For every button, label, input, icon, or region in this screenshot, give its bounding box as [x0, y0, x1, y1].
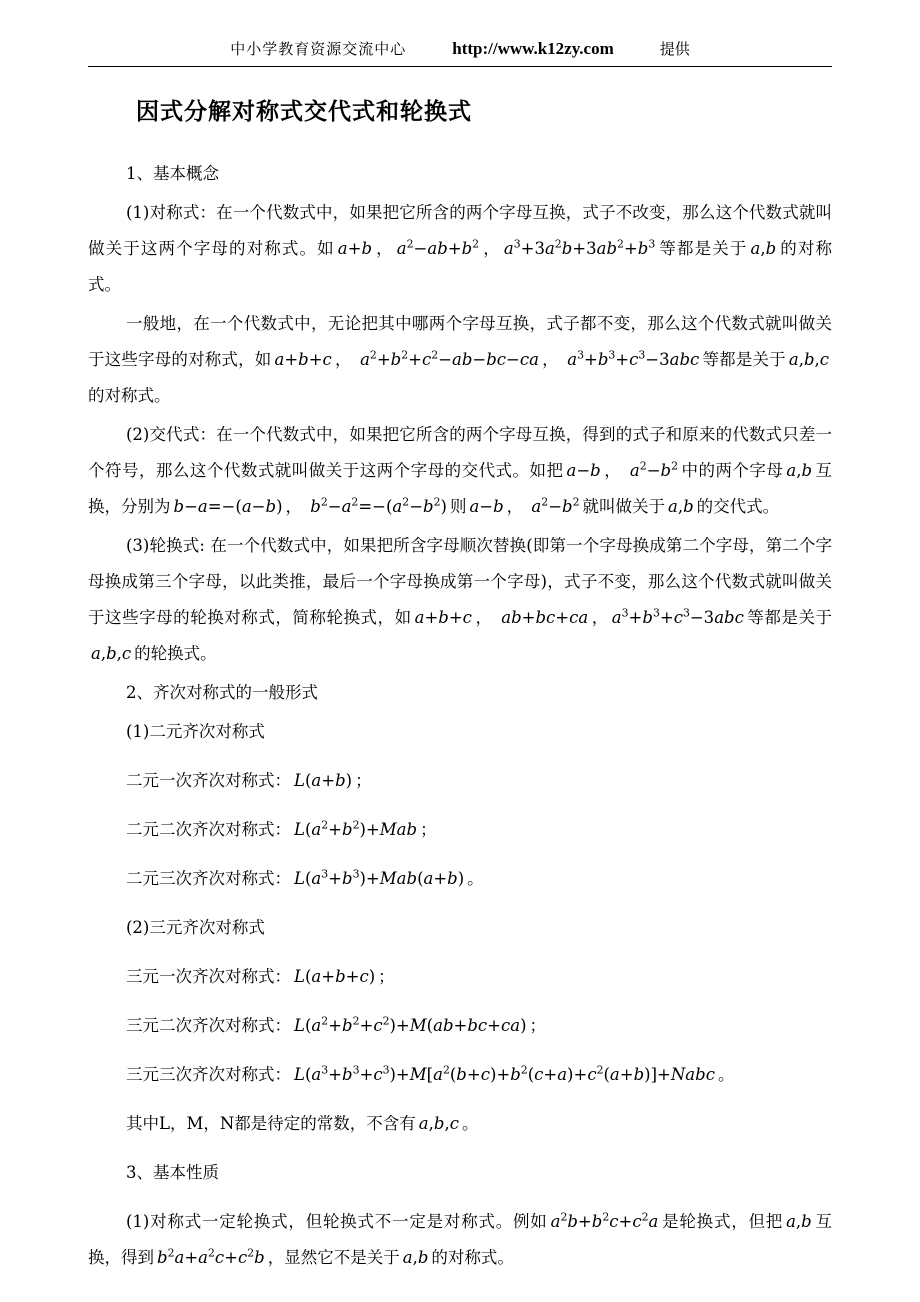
- text-run: 互换，分别为: [88, 461, 833, 516]
- paragraph: [88, 910, 832, 946]
- math-expression: $a^2b+b^2c+c^2a$: [550, 1210, 659, 1231]
- text-run: 的轮换式。: [134, 644, 217, 663]
- math-expression: $L(a^3+b^3)+Mab(a+b)$: [294, 867, 465, 888]
- math-expression: a+b+c: [274, 350, 332, 369]
- formula-line: [88, 1057, 832, 1093]
- text-run: 三元二次齐次对称式：: [126, 1016, 291, 1035]
- text-run: (1)对称式一定轮换式，但轮换式不一定是对称式。例如: [126, 1212, 548, 1231]
- math-expression: a,b: [786, 1212, 812, 1231]
- text-run: 中的两个字母: [681, 461, 784, 480]
- formula-line: [88, 1155, 832, 1191]
- text-run: (2)交代式：在一个代数式中，如果把它所含的两个字母互换，得到的式子和原来的代数式只差一个符号，那么这个代数式就叫做关于这两个字母的交代式。如把: [88, 425, 832, 480]
- text-run: ；: [529, 1016, 546, 1035]
- header-url[interactable]: http://www.k12zy.com: [452, 39, 614, 58]
- text-run: 3、基本性质: [126, 1163, 219, 1182]
- math-expression: $a^2-b^2$: [531, 495, 580, 516]
- text-run: 等都是关于: [702, 350, 786, 369]
- text-run: ；: [420, 820, 437, 839]
- text-run: 。: [467, 869, 484, 888]
- math-expression: a,b: [786, 461, 813, 480]
- text-run: 一般地，在一个代数式中，无论把其中哪两个字母互换，式子都不变，那么这个代数式就叫做关于这些字母的对称式，如: [88, 314, 832, 369]
- text-run: ，显然它不是关于: [267, 1248, 400, 1267]
- text-run: 的对称式。: [88, 239, 833, 294]
- text-run: 等都是关于: [746, 608, 832, 627]
- formula-line: [88, 1008, 832, 1044]
- math-expression: $a^3+b^3+c^3-3abc$: [611, 606, 744, 627]
- page-title: 因式分解对称式交代式和轮换式: [136, 98, 472, 125]
- paragraph: [88, 528, 832, 672]
- text-run: 。: [461, 1114, 479, 1133]
- text-run: ，: [285, 497, 308, 516]
- math-expression: a,b,c: [788, 350, 830, 369]
- math-expression: L(a+b): [294, 771, 353, 790]
- text-run: ，: [603, 461, 627, 480]
- text-run: 三元三次齐次对称式：: [126, 1065, 291, 1084]
- text-run: 二元三次齐次对称式：: [126, 869, 291, 888]
- math-expression: a,b: [402, 1248, 429, 1267]
- paragraph: [88, 675, 832, 711]
- text-run: 三元一次齐次对称式：: [126, 967, 291, 986]
- formula-line: [88, 763, 832, 799]
- text-run: ，: [334, 350, 358, 369]
- text-run: 的交代式。: [696, 497, 780, 516]
- paragraph: [88, 1204, 832, 1276]
- text-run: 二元一次齐次对称式：: [126, 771, 291, 790]
- text-run: ，: [474, 608, 499, 627]
- text-run: 二元二次齐次对称式：: [126, 820, 291, 839]
- header-center-name: 中小学教育资源交流中心: [230, 40, 407, 58]
- header-provide-label: 提供: [659, 40, 690, 58]
- text-run: ，: [591, 608, 609, 627]
- paragraph: [88, 156, 832, 192]
- math-expression: $L(a^3+b^3+c^3)+M[a^2(b+c)+b^2(c+a)+c^2(a+b)]+Nabc$: [294, 1063, 715, 1084]
- formula-line: [88, 959, 832, 995]
- math-expression: $a^3+3a^2b+3ab^2+b^3$: [503, 237, 656, 258]
- math-expression: $a^2-b^2$: [629, 459, 678, 480]
- text-run: 就叫做关于: [582, 497, 665, 516]
- text-run: ；: [378, 967, 395, 986]
- text-run: ，: [375, 239, 394, 258]
- text-run: (2)三元齐次对称式: [126, 918, 265, 937]
- header-divider: [88, 66, 832, 67]
- formula-line: [88, 861, 832, 897]
- text-run: 其中L，M，N都是待定的常数，不含有: [126, 1114, 416, 1133]
- text-run: ；: [355, 771, 372, 790]
- text-run: 。: [717, 1065, 735, 1084]
- paragraph: [88, 417, 832, 525]
- math-expression: $L(a^2+b^2)+Mab$: [294, 818, 418, 839]
- formula-line: [88, 1106, 832, 1142]
- text-run: 2、齐次对称式的一般形式: [126, 683, 318, 702]
- text-run: (1)对称式：在一个代数式中，如果把它所含的两个字母互换，式子不改变，那么这个代数式就叫做关于这两个字母的对称式。如: [88, 203, 832, 258]
- math-expression: a,b: [750, 239, 777, 258]
- math-expression: b−a=−(a−b): [173, 497, 283, 516]
- paragraph: [88, 195, 832, 303]
- math-expression: $a^2-ab+b^2$: [396, 237, 480, 258]
- text-run: 的对称式。: [431, 1248, 514, 1267]
- math-expression: a,b,c: [418, 1114, 459, 1133]
- math-expression: L(a+b+c): [294, 967, 376, 986]
- text-run: ，: [482, 239, 501, 258]
- text-run: 1、基本概念: [126, 164, 219, 183]
- text-run: 则: [449, 497, 467, 516]
- math-expression: ab+bc+ca: [501, 608, 589, 627]
- paragraph: [88, 714, 832, 750]
- text-run: 是轮换式，但把: [661, 1212, 784, 1231]
- math-expression: $a^2+b^2+c^2-ab-bc-ca$: [360, 348, 539, 369]
- math-expression: a,b: [668, 497, 694, 516]
- text-run: 等都是关于: [658, 239, 748, 258]
- math-expression: $b^2-a^2=-(a^2-b^2)$: [310, 495, 447, 516]
- math-expression: $a^3+b^3+c^3-3abc$: [567, 348, 700, 369]
- text-run: 的对称式。: [88, 386, 171, 405]
- math-expression: a+b: [337, 239, 373, 258]
- formula-line: [88, 812, 832, 848]
- page-header: [88, 38, 832, 66]
- text-run: 互换，得到: [88, 1212, 833, 1267]
- text-run: (3)轮换式: 在一个代数式中，如果把所含字母顺次替换(即第一个字母换成第二个字母，第二个字母换成第三个字母，以此类推，最后一个字母换成第一个字母)，式子不变，那么这个代数式就叫做关于这些字母的轮换对称式，简称轮换式，如: [88, 536, 832, 627]
- math-expression: a−b: [566, 461, 601, 480]
- math-expression: a+b+c: [414, 608, 472, 627]
- text-run: (1)二元齐次对称式: [126, 722, 265, 741]
- document-body: [88, 156, 832, 1276]
- text-run: ，: [506, 497, 529, 516]
- math-expression: $L(a^2+b^2+c^2)+M(ab+bc+ca)$: [294, 1014, 527, 1035]
- math-expression: a,b,c: [91, 644, 132, 663]
- math-expression: a−b: [469, 497, 504, 516]
- text-run: ，: [541, 350, 565, 369]
- paragraph: [88, 306, 832, 414]
- math-expression: $b^2a+a^2c+c^2b$: [157, 1246, 265, 1267]
